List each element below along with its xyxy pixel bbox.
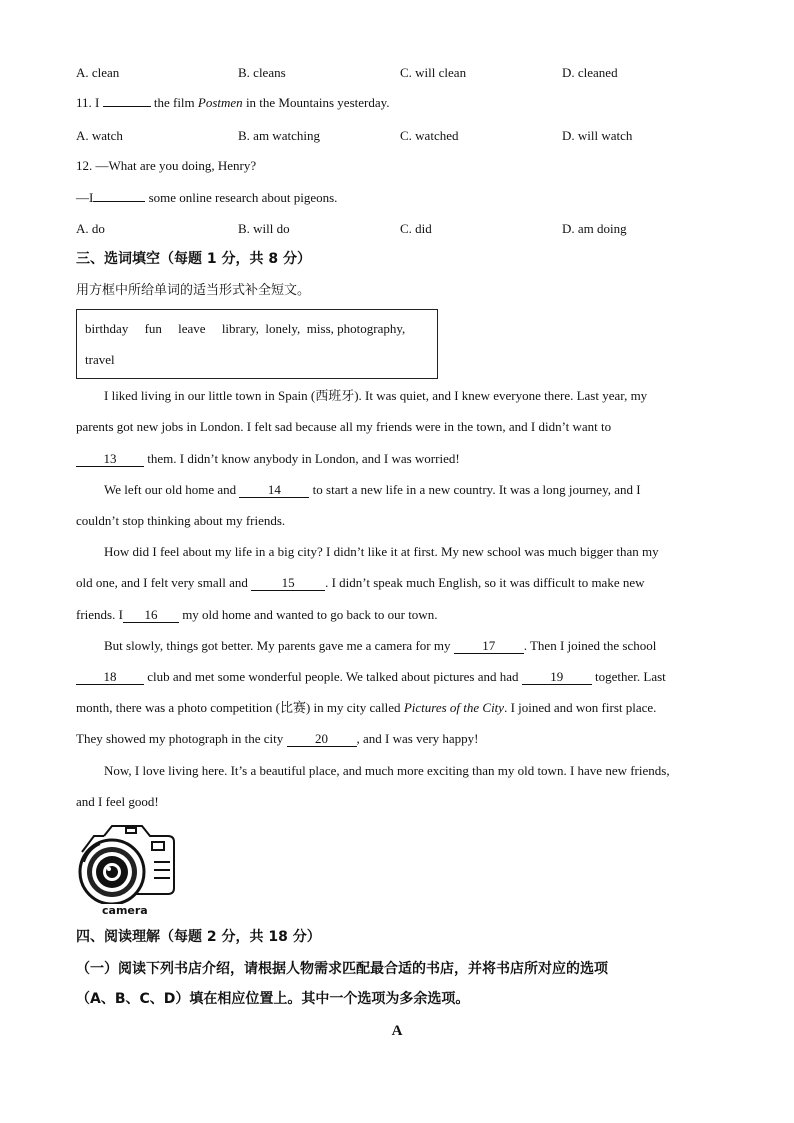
passage-p3-line-1: How did I feel about my life in a big city? I didn’t like it at first. My new school was much bigger than my xyxy=(104,544,659,559)
passage-p1-line-3 xyxy=(76,451,716,467)
passage-p3-line-2-suffix: . I didn’t speak much English, so it was difficult to make new xyxy=(325,575,645,590)
q10-option-b: B. cleans xyxy=(238,65,286,80)
passage-p3-line-3-suffix: my old home and wanted to go back to our town. xyxy=(178,607,438,622)
passage-p3-line-2 xyxy=(76,575,716,591)
passage-p4-line-2-suffix: together. Last xyxy=(591,669,666,684)
blank-20: 20 xyxy=(287,732,357,747)
section-4-title: 四、阅读理解（每题 2 分，共 18 分） xyxy=(76,929,321,945)
passage-p3-line-2-prefix: old one, and I felt very small and xyxy=(76,575,252,590)
blank-16: 16 xyxy=(123,608,179,623)
q12-option-c: C. did xyxy=(400,221,432,236)
blank-13: 13 xyxy=(76,452,144,467)
passage-p3-line-3 xyxy=(76,607,716,623)
q12-question: 12. —What are you doing, Henry? xyxy=(76,158,257,173)
passage-p1-line-2: parents got new jobs in London. I felt sad because all my friends were in the town, and I didn’t want to xyxy=(76,419,612,434)
passage-p1-line-1: I liked living in our little town in Spain (西班牙). It was quiet, and I knew everyone there. Last year, my xyxy=(104,388,648,403)
q10-option-c: C. will clean xyxy=(400,65,467,80)
q11-suffix: in the Mountains yesterday. xyxy=(245,95,390,110)
q10-option-d: D. cleaned xyxy=(562,65,618,80)
q12-suffix: some online research about pigeons. xyxy=(148,190,338,205)
passage-p4-line-4 xyxy=(76,731,716,747)
q12-option-d: D. am doing xyxy=(562,221,627,236)
passage-p5-line-1: Now, I love living here. It’s a beautiful place, and much more exciting than my old town. I have new friends, xyxy=(104,763,670,778)
word-box-line-2: travel xyxy=(85,352,115,367)
passage-p5-line-2: and I feel good! xyxy=(76,794,159,809)
q12-blank xyxy=(93,201,145,202)
q11-blank xyxy=(103,106,151,107)
passage-p3-line-3-prefix: friends. I xyxy=(76,607,123,622)
q11-option-b: B. am watching xyxy=(238,128,320,143)
blank-18: 18 xyxy=(76,670,144,685)
blank-14: 14 xyxy=(239,483,309,498)
passage-p2-line-1 xyxy=(76,482,744,498)
q12-prefix: —I xyxy=(76,190,94,205)
passage-p4-line-2 xyxy=(76,669,716,685)
word-box-line-1: birthday fun leave library, lonely, miss, photography, xyxy=(85,321,406,336)
camera-caption: camera xyxy=(102,904,148,917)
passage-p4-line-1-prefix: But slowly, things got better. My parents gave me a camera for my xyxy=(104,638,454,653)
q12-answer-line xyxy=(76,190,337,206)
blank-15: 15 xyxy=(251,576,325,591)
passage-p2-suffix: to start a new life in a new country. It was a long journey, and I xyxy=(309,482,641,497)
q11-option-d: D. will watch xyxy=(562,128,633,143)
q11-film: Postmen xyxy=(197,95,243,110)
passage-p4-line-1 xyxy=(76,638,744,654)
passage-p4-line-3-prefix: month, there was a photo competition (比赛) in my city called xyxy=(76,700,404,715)
passage-competition-name: Pictures of the City xyxy=(403,700,505,715)
passage-p4-line-3-suffix: . I joined and won first place. xyxy=(504,700,657,715)
blank-17: 17 xyxy=(454,639,524,654)
passage-p4-line-3 xyxy=(76,700,716,716)
blank-19: 19 xyxy=(522,670,592,685)
bookstore-a-label: A xyxy=(391,1023,403,1039)
camera-icon xyxy=(76,822,176,904)
word-box xyxy=(76,309,438,379)
section-4-sub-line-2: （A、B、C、D）填在相应位置上。其中一个选项为多余选项。 xyxy=(76,991,470,1007)
passage-p2-line-2: couldn’t stop thinking about my friends. xyxy=(76,513,286,528)
question-11 xyxy=(76,95,390,111)
section-4-sub-line-1: （一）阅读下列书店介绍，请根据人物需求匹配最合适的书店，并将书店所对应的选项 xyxy=(76,961,608,977)
q11-prefix: 11. I xyxy=(76,95,100,110)
camera-illustration xyxy=(76,822,176,917)
q11-option-c: C. watched xyxy=(400,128,459,143)
passage-p4-line-1-suffix: . Then I joined the school xyxy=(523,638,657,653)
q11-option-a: A. watch xyxy=(76,128,123,143)
section-3-instruction: 用方框中所给单词的适当形式补全短文。 xyxy=(76,283,311,298)
q11-mid: the film xyxy=(153,95,195,110)
passage-p2-prefix: We left our old home and xyxy=(104,482,240,497)
section-3-title: 三、选词填空（每题 1 分，共 8 分） xyxy=(76,251,311,267)
passage-p4-line-4-prefix: They showed my photograph in the city xyxy=(76,731,287,746)
passage-p4-line-4-suffix: , and I was very happy! xyxy=(356,731,479,746)
q10-option-a: A. clean xyxy=(76,65,120,80)
passage-p4-line-2-mid: club and met some wonderful people. We talked about pictures and had xyxy=(144,669,522,684)
q12-option-b: B. will do xyxy=(238,221,290,236)
passage-p1-line-3-text: them. I didn’t know anybody in London, and I was worried! xyxy=(144,451,460,466)
q12-option-a: A. do xyxy=(76,221,105,236)
